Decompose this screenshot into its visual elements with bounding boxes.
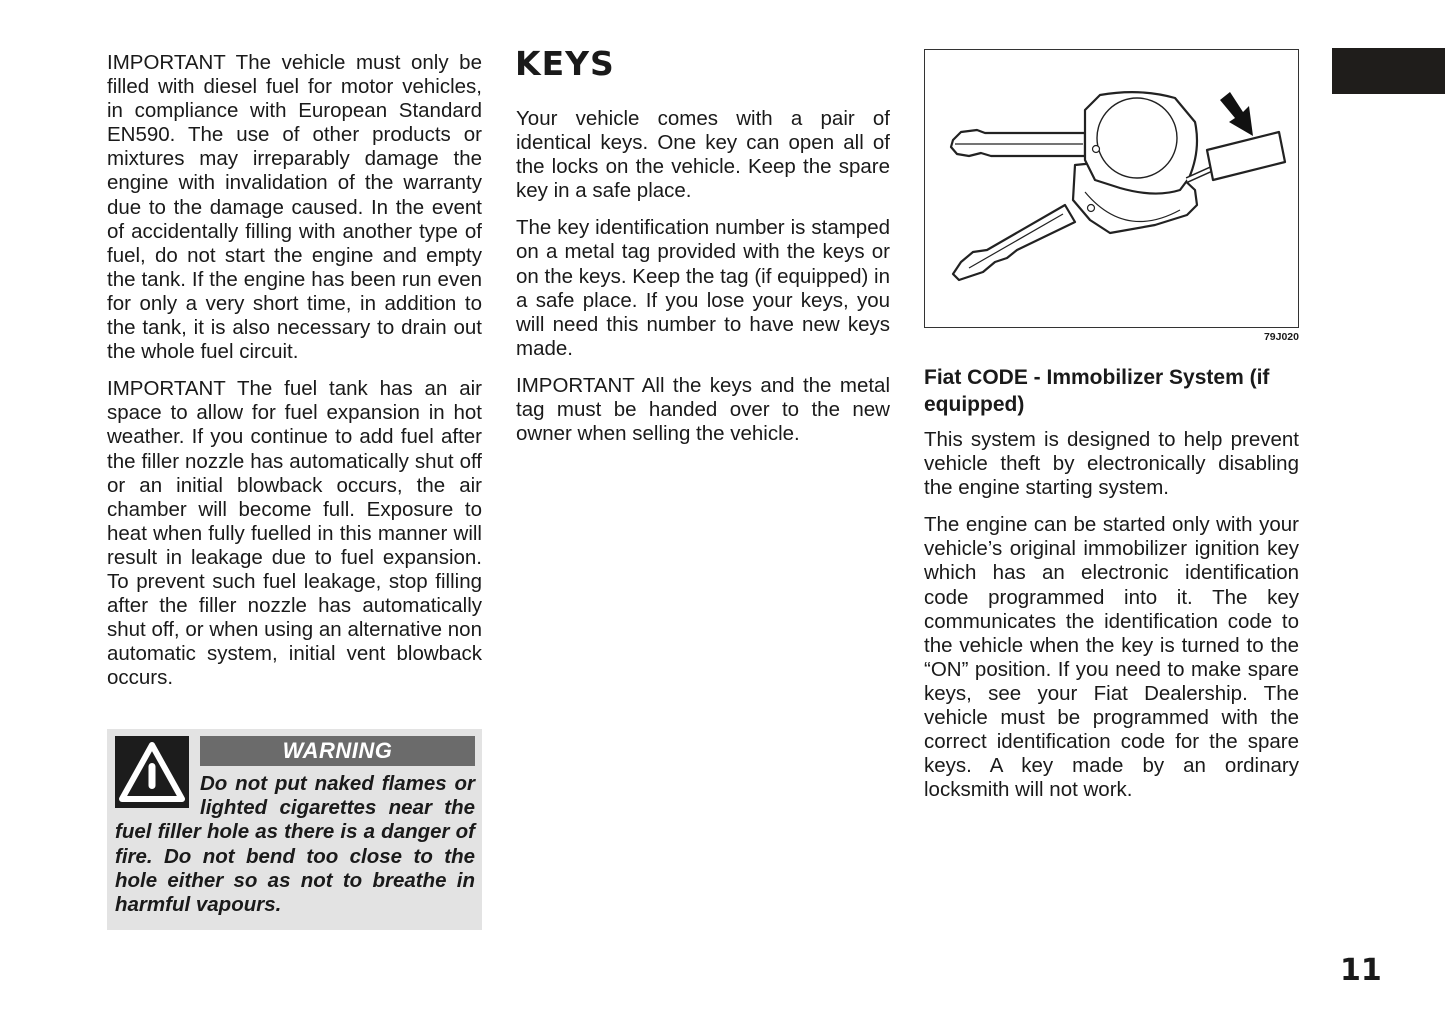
warning-text: Do not put naked flames or lighted cigarettes near the fuel filler hole as there is a danger of fire. Do not bend too close to the hole either so as not to breathe in harmful vapours.: [115, 772, 475, 917]
keys-pair-paragraph: Your vehicle comes with a pair of identical keys. One key can open all of the locks on the vehicle. Keep the spare key in a safe place.: [516, 107, 890, 203]
warning-box: [107, 729, 482, 930]
section-tab-marker: [1332, 48, 1445, 94]
section-title-keys: KEYS: [515, 44, 615, 83]
important-fuel-tank-paragraph: IMPORTANT The fuel tank has an air space to allow for fuel expansion in hot weather. If you continue to add fuel after the filler nozzle has automatically shut off or an initial blowback occurs, the air chamber will become full. Exposure to heat when fully fuelled in this manner will result in leakage due to fuel expansion. To prevent such fuel leakage, stop filling after the filler nozzle has automatically shut off, or when using an alternative non automatic system, initial vent blowback occurs.: [107, 377, 482, 690]
arrow-icon: [1220, 92, 1253, 136]
keys-illustration: [924, 49, 1299, 328]
key-id-number-paragraph: The key identification number is stamped on a metal tag provided with the keys or on the keys. Keep the tag (if equipped) in a safe place. If you lose your keys, you will need this number to have new keys made.: [516, 216, 890, 360]
upper-key-blade: [951, 130, 1085, 156]
metal-tag: [1207, 132, 1285, 180]
left-column: [107, 51, 482, 703]
middle-column: [516, 107, 890, 459]
keys-handover-paragraph: IMPORTANT All the keys and the metal tag must be handed over to the new owner when selling the vehicle.: [516, 373, 890, 446]
page-number: 11: [1340, 953, 1382, 988]
keys-drawing: [925, 50, 1298, 327]
figure-code: 79J020: [1263, 331, 1299, 343]
immobilizer-intro-paragraph: This system is designed to help prevent vehicle theft by electronically disabling the engine starting system.: [924, 428, 1299, 500]
immobilizer-details-paragraph: The engine can be started only with your vehicle’s original immobilizer ignition key which has an electronic identification code programmed into it. The key communicates the identification code to the vehicle when the key is turned to the “ON” position. If you need to make spare keys, see your Fiat Dealership. The vehicle must be programmed with the correct identification code for the spare keys. A key made by an ordinary locksmith will not work.: [924, 513, 1299, 802]
warning-title: WARNING: [200, 736, 475, 766]
right-column: [924, 364, 1299, 815]
important-fuel-type-paragraph: IMPORTANT The vehicle must only be filled with diesel fuel for motor vehicles, in compliance with European Standard EN590. The use of other products or mixtures may irreparably damage the engine with invalidation of the warranty due to the damage caused. In the event of accidentally filling with another type of fuel, do not start the engine and empty the tank. If the engine has been run even for only a very short time, in addition to the tank, it is also necessary to drain out the whole fuel circuit.: [107, 51, 482, 364]
immobilizer-subheading: Fiat CODE - Immobilizer System (if equipped): [924, 366, 1270, 416]
